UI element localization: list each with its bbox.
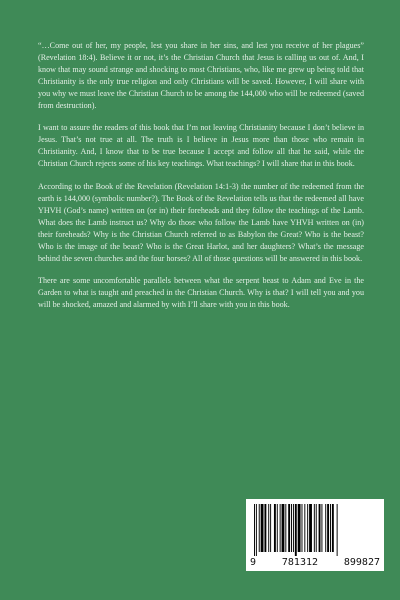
barcode-bar xyxy=(264,504,266,552)
isbn-number xyxy=(250,557,380,568)
barcode-bar xyxy=(261,504,264,552)
barcode-bar xyxy=(302,504,303,552)
barcode-bar xyxy=(259,504,260,552)
barcode-bar xyxy=(337,504,338,556)
barcode-bar xyxy=(254,504,255,556)
barcode-bar xyxy=(321,504,322,552)
blurb-paragraph-4: There are some uncomfortable parallels between what the serpent beast to Adam and Eve in the Garden to what is taught and preached in the Christian Church. Why is that? I will tell you and you will be shocked, amazed and alarmed by with I’ll share with you in this book. xyxy=(38,276,364,310)
isbn-left-group: 781312 xyxy=(281,557,319,568)
barcode-bar xyxy=(268,504,269,552)
blurb xyxy=(38,40,364,322)
blurb-paragraph-1: “…Come out of her, my people, lest you share in her sins, and lest you receive of her plagues” (Revelation 18:4). Believe it or not, it’s the Christian Church that Jesus is calling us out of. And, I know that may sound strange and shocking to most Christians, who, like me grew up being told that Christianity is the only true religion and only Christians will be saved. However, I will share with you why we must leave the Christian Church to be among the 144,000 who will be redeemed (saved from destruction). xyxy=(38,41,364,110)
isbn-barcode xyxy=(246,499,384,571)
barcode-bar xyxy=(295,504,297,556)
barcode-bar xyxy=(256,504,257,556)
barcode-bar xyxy=(332,504,334,552)
barcode-bar xyxy=(314,504,315,552)
barcode-bar xyxy=(309,504,312,552)
barcode-bar xyxy=(330,504,331,552)
barcode-bar xyxy=(325,504,326,552)
isbn-prefix-digit: 9 xyxy=(250,557,257,568)
blurb-paragraph-3: According to the Book of the Revelation (Revelation 14:1-3) the number of the redeemed from the earth is 144,000 (symbolic number?). The Book of the Revelation tells us that the redeemed all have YHVH (God’s name) written on (or in) their foreheads and they follow the teachings of the Lamb. What does the Lamb instruct us? Why do those who follow the Lamb have YHVH written on (in) their foreheads? Why is the Christian Church referred to as Babylon the Great? Who is the beast? Who is the image of the beast? Who is the Great Harlot, and her daughters? What’s the message behind the seven churches and the four horses? All of those questions will be answered in this book. xyxy=(38,182,364,263)
barcode-bar xyxy=(270,504,271,552)
blurb-paragraph-2: I want to assure the readers of this book that I’m not leaving Christianity because I don’t believe in Jesus. That’s not true at all. The truth is I believe in Jesus more than those who remain in Christianity. And, I know that to be true because I accept and follow all that he said, while the Christian Church rejects some of his key teachings. What teachings? I will share that in this book. xyxy=(38,123,364,169)
barcode-bar xyxy=(298,504,301,552)
barcode-bar xyxy=(277,504,278,552)
barcode-bar xyxy=(291,504,292,552)
barcode-bars xyxy=(252,504,378,556)
barcode-bar xyxy=(304,504,305,552)
barcode-bar xyxy=(327,504,329,552)
barcode-bar xyxy=(319,504,321,552)
barcode-bar xyxy=(274,504,276,552)
barcode-bar xyxy=(288,504,290,552)
barcode-bar xyxy=(293,504,294,552)
barcode-bar xyxy=(280,504,281,552)
barcode-bar xyxy=(307,504,308,552)
barcode-bar xyxy=(285,504,286,552)
isbn-right-group: 899827 xyxy=(343,557,380,568)
barcode-bar xyxy=(282,504,285,552)
barcode-bar xyxy=(316,504,317,552)
